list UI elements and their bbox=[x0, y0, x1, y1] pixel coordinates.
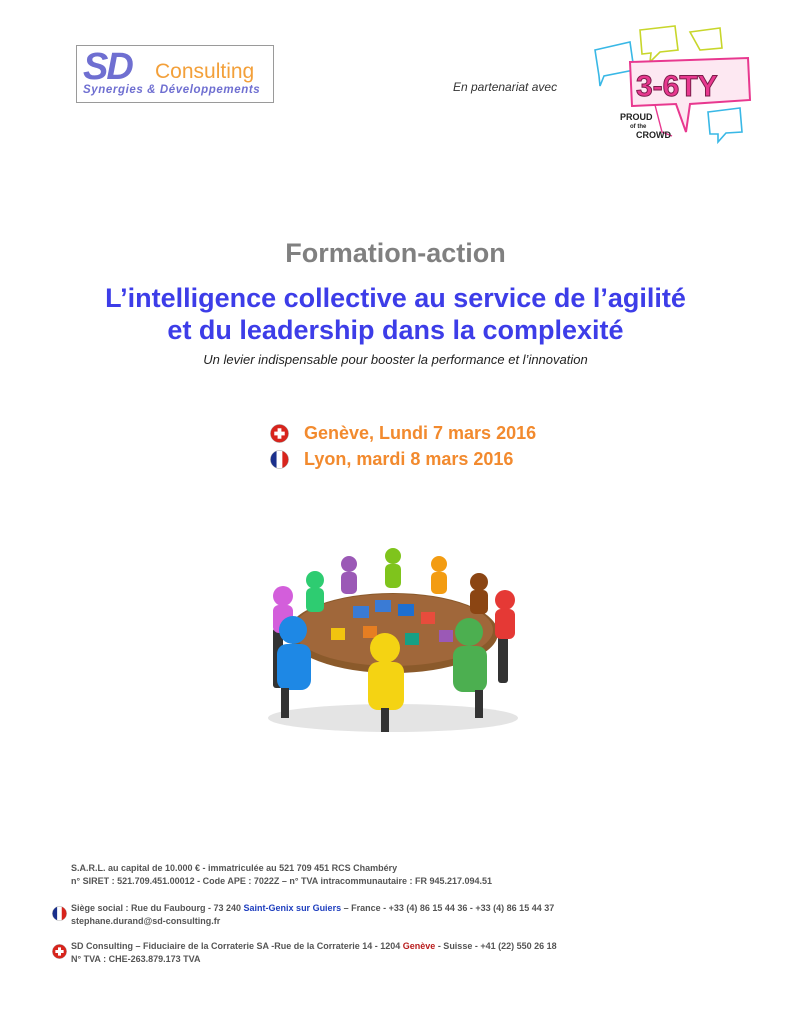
footer-sd-consulting-suisse bbox=[71, 940, 557, 966]
french-flag-icon bbox=[270, 450, 289, 469]
date-geneve-text: Genève, Lundi 7 mars 2016 bbox=[304, 422, 537, 443]
3-6ty-logo-text: 3-6TY bbox=[636, 70, 718, 103]
footer-company-info bbox=[71, 862, 492, 888]
svg-text:PROUD: PROUD bbox=[620, 112, 653, 122]
footer-siege-city: Saint-Genix sur Guiers bbox=[243, 903, 342, 913]
date-geneve bbox=[270, 422, 536, 444]
subtitle-line-2: et du leadership dans la complexité bbox=[167, 315, 624, 345]
partner-text: En partenariat avec bbox=[453, 80, 558, 94]
subtitle-line-1: L’intelligence collective au service de l’agilité bbox=[105, 283, 686, 313]
sd-logo-sub: Consulting bbox=[155, 60, 255, 83]
svg-text:CROWD: CROWD bbox=[636, 130, 671, 140]
date-lyon-text: Lyon, mardi 8 mars 2016 bbox=[304, 448, 514, 469]
swiss-flag-icon bbox=[270, 424, 289, 443]
footer-sd-city: Genève bbox=[402, 941, 436, 951]
sd-logo-tagline: Synergies & Développements bbox=[83, 84, 261, 96]
footer-sd-line: SD Consulting – Fiduciaire de la Corraterie SA -Rue de la Corraterie 14 - 1204 Genève - Suisse - +41 (22) 550 26 18 bbox=[71, 941, 557, 951]
footer-sarl-line-1: S.A.R.L. au capital de 10.000 € - immatriculée au 521 709 451 RCS Chambéry bbox=[71, 863, 398, 873]
meeting-table-illustration bbox=[253, 538, 531, 738]
footer-siege-line: Siège social : Rue du Faubourg - 73 240 Saint-Genix sur Guiers – France - +33 (4) 86 15 44 36 - +33 (4) 86 15 44 37 bbox=[71, 903, 555, 913]
footer-sd-tva: N° TVA : CHE-263.879.173 TVA bbox=[71, 954, 201, 964]
svg-text:of the: of the bbox=[630, 124, 647, 130]
footer-email: stephane.durand@sd-consulting.fr bbox=[71, 916, 221, 926]
footer-sarl-line-2: n° SIRET : 521.709.451.00012 - Code APE : 7022Z – n° TVA intracommunautaire : FR 945.217.094.51 bbox=[71, 876, 493, 886]
date-lyon bbox=[270, 448, 513, 470]
swiss-flag-icon bbox=[52, 944, 67, 959]
tagline: Un levier indispensable pour booster la performance et l’innovation bbox=[203, 352, 588, 367]
french-flag-icon bbox=[52, 906, 67, 921]
sd-consulting-logo bbox=[76, 45, 274, 103]
3-6ty-logo bbox=[590, 20, 760, 150]
sd-logo-main: SD bbox=[83, 46, 132, 88]
page-title: Formation-action bbox=[285, 238, 506, 268]
footer-siege-social bbox=[71, 902, 554, 928]
